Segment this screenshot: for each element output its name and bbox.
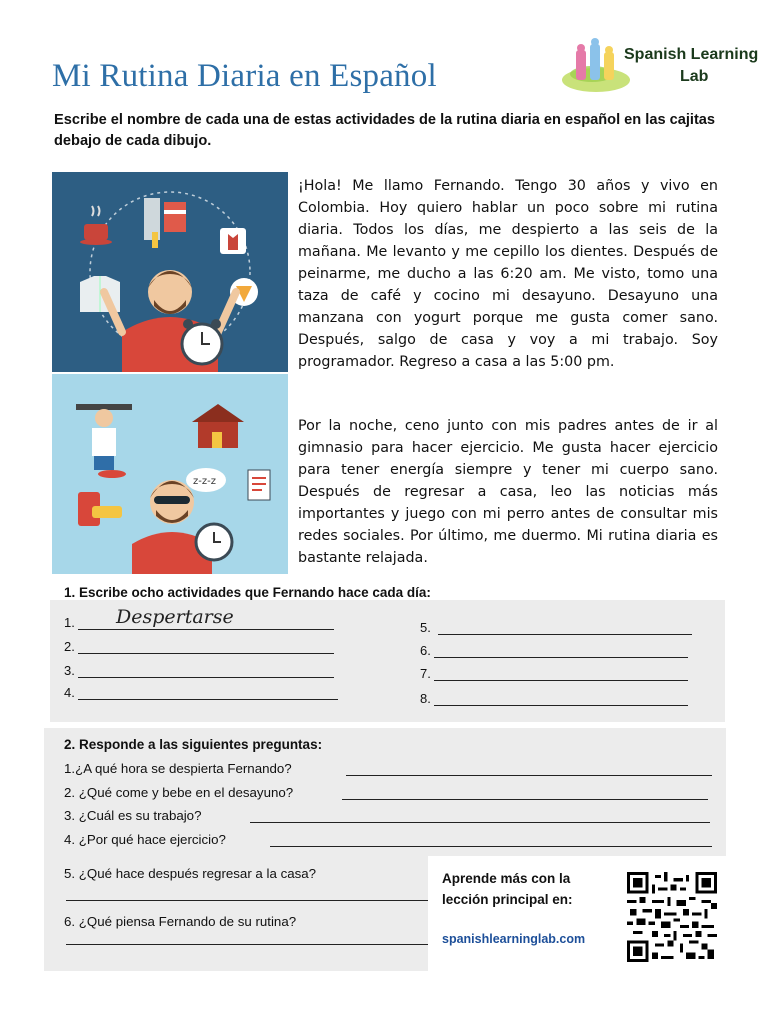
alarm-clock-icon <box>182 319 222 364</box>
promo-line-1: Aprende más con la <box>442 871 571 886</box>
toothbrush-towel-icon <box>144 198 186 248</box>
answer-number: 6. <box>420 643 431 658</box>
question-6: 6. ¿Qué piensa Fernando de su rutina? <box>64 914 297 929</box>
shirt-icon <box>220 228 246 254</box>
question-3: 3. ¿Cuál es su trabajo? <box>64 808 202 823</box>
answer-number: 8. <box>420 691 431 706</box>
promo-box <box>428 856 726 971</box>
sleeping-person-icon <box>132 480 212 574</box>
question-2: 2. ¿Qué come y bebe en el desayuno? <box>64 785 294 800</box>
answer-line-3[interactable] <box>64 660 336 680</box>
answer-number: 4. <box>64 685 75 700</box>
story-paragraph-2: Por la noche, ceno junto con mis padres antes de ir al gimnasio para hacer ejercicio. Me gusta hacer ejercicio para tener energía siempre y tener mi cuerpo sano. Después de regresar a casa, leo las noticias más importantes y juego con mi perro antes de consultar mis redes sociales. Por último, me duermo. Mi rutina diaria es bastante relajada. <box>298 418 718 566</box>
answer-line-2[interactable] <box>64 636 336 656</box>
house-icon <box>192 404 244 448</box>
website-link[interactable]: spanishlearninglab.com <box>442 932 586 946</box>
answer-line-7[interactable] <box>420 663 690 683</box>
answer-number: 7. <box>420 666 431 681</box>
spanish-learning-lab-logo <box>562 38 759 98</box>
question-6-answer-line[interactable] <box>66 944 430 945</box>
exercise-icon <box>76 404 132 478</box>
answer-line-8[interactable] <box>420 688 690 708</box>
question-3-answer-line[interactable] <box>250 822 710 823</box>
answer-line-5[interactable] <box>420 617 694 637</box>
question-1-answer-line[interactable] <box>346 775 712 776</box>
question-2-answer-line[interactable] <box>342 799 708 800</box>
answer-1-text: Despertarse <box>116 606 234 628</box>
alarm-clock-icon <box>196 524 232 560</box>
answer-number: 1. <box>64 615 75 630</box>
question-1: 1.¿A qué hora se despierta Fernando? <box>64 761 292 776</box>
logo-text-lab: Lab <box>680 68 709 85</box>
question-4: 4. ¿Por qué hace ejercicio? <box>64 832 226 847</box>
sleep-bubble-icon <box>186 468 226 492</box>
coffee-cup-icon <box>80 206 112 245</box>
answer-number: 5. <box>420 620 431 635</box>
exercise-1-title: 1. Escribe ocho actividades que Fernando hace cada día: <box>64 585 431 600</box>
question-4-answer-line[interactable] <box>270 846 712 847</box>
exercise-2-title: 2. Responde a las siguientes preguntas: <box>64 737 323 752</box>
logo-text: Spanish Learning <box>624 46 759 63</box>
answer-number: 3. <box>64 663 75 678</box>
qr-code-icon[interactable] <box>624 872 720 962</box>
phone-taxi-icon <box>78 492 122 526</box>
question-5-answer-line[interactable] <box>66 900 430 901</box>
flask-logo-icon <box>562 38 632 98</box>
page-title: Mi Rutina Diaria en Español <box>52 58 437 94</box>
story-paragraph-1: ¡Hola! Me llamo Fernando. Tengo 30 años y vivo en Colombia. Hoy quiero hablar un poco sobre mi rutina diaria. Todos los días, me despierto a las seis de la mañana. Me levanto y me cepillo los dientes. Después de peinarme, me ducho a las 6:20 am. Me visto, tomo una taza de café y cocino mi desayuno. Desayuno una manzana con yogurt porque me gusta comer sano. Después, salgo de casa y voy a mi trabajo. Soy programador. Regreso a casa a las 5:00 pm. <box>298 178 718 370</box>
evening-routine-illustration <box>52 374 288 574</box>
answer-line-4[interactable] <box>64 682 340 702</box>
newspaper-icon <box>248 470 270 500</box>
promo-line-2: lección principal en: <box>442 892 573 907</box>
morning-routine-illustration <box>52 172 288 372</box>
answer-line-6[interactable] <box>420 640 690 660</box>
answer-number: 2. <box>64 639 75 654</box>
svg-text:z-z-z: z-z-z <box>193 476 216 487</box>
instructions: Escribe el nombre de cada una de estas actividades de la rutina diaria en español en las cajitas debajo de cada dibujo. <box>54 112 716 149</box>
question-5: 5. ¿Qué hace después regresar a la casa? <box>64 866 317 881</box>
promo-text <box>442 868 573 910</box>
